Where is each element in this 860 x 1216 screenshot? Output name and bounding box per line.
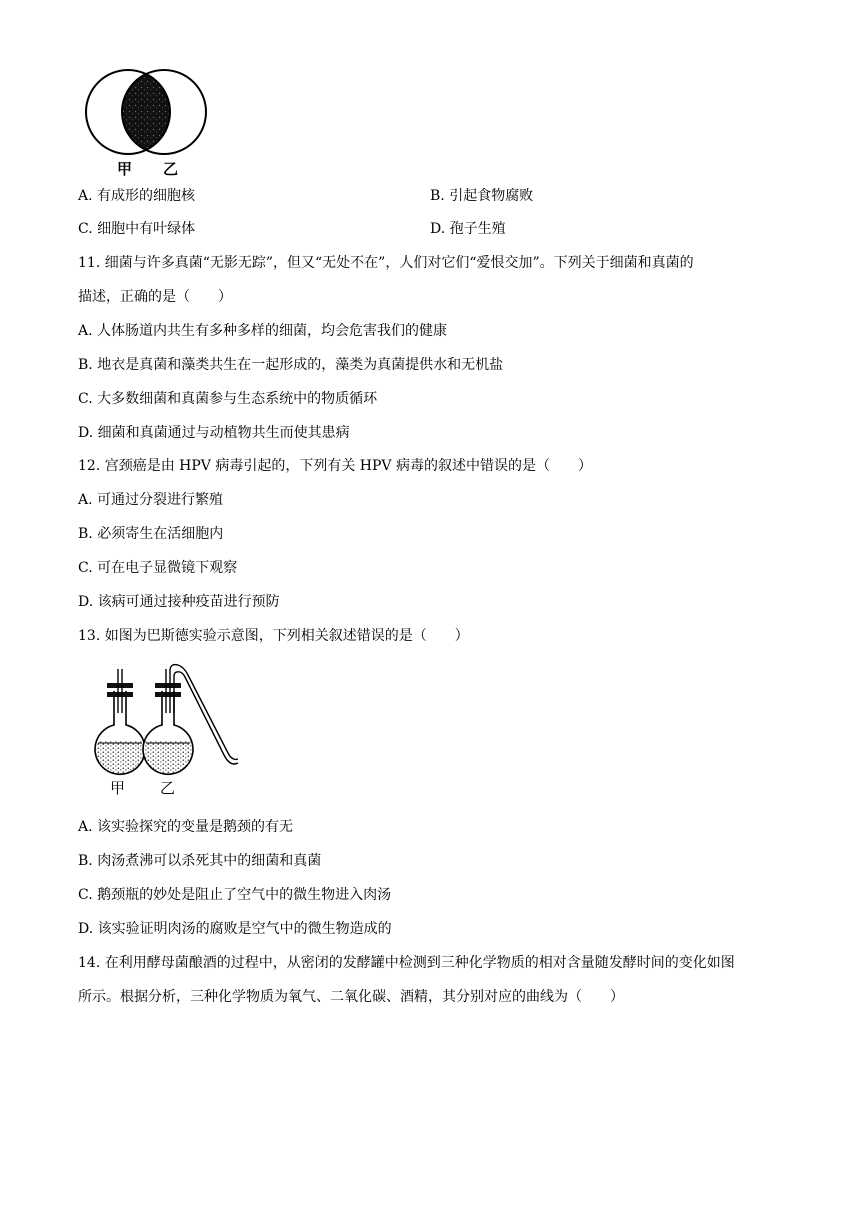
q12-option-a: A. 可通过分裂进行繁殖 <box>78 492 224 508</box>
q14-stem-line2: 所示。根据分析，三种化学物质为氧气、二氧化碳、酒精，其分别对应的曲线为（ ） <box>78 989 624 1005</box>
q10-option-b: B. 引起食物腐败 <box>430 188 534 204</box>
pasteur-flask-diagram <box>92 655 242 801</box>
q12-option-b: B. 必须寄生在活细胞内 <box>78 526 224 542</box>
q10-option-c: C. 细胞中有叶绿体 <box>78 221 196 237</box>
flask-jia <box>92 669 152 781</box>
venn-diagram <box>80 68 212 180</box>
q11-stem-line1: 11. 细菌与许多真菌“无影无踪”，但又“无处不在”，人们对它们“爱恨交加”。下列关于细菌和真菌的 <box>78 255 694 271</box>
flask-label-yi: 乙 <box>160 779 176 797</box>
q10-option-a: A. 有成形的细胞核 <box>78 188 196 204</box>
q13-option-a: A. 该实验探究的变量是鹅颈的有无 <box>78 819 294 835</box>
venn-label-yi: 乙 <box>163 160 179 178</box>
q11-option-a: A. 人体肠道内共生有多种多样的细菌，均会危害我们的健康 <box>78 323 448 339</box>
q13-option-d: D. 该实验证明肉汤的腐败是空气中的微生物造成的 <box>78 921 392 937</box>
q14-stem-line1: 14. 在利用酵母菌酿酒的过程中，从密闭的发酵罐中检测到三种化学物质的相对含量随发酵时间的变化如图 <box>78 955 735 971</box>
flask-label-jia: 甲 <box>110 779 126 797</box>
q11-option-b: B. 地衣是真菌和藻类共生在一起形成的，藻类为真菌提供水和无机盐 <box>78 357 504 373</box>
q10-option-d: D. 孢子生殖 <box>430 221 506 237</box>
q12-option-c: C. 可在电子显微镜下观察 <box>78 560 238 576</box>
q13-stem: 13. 如图为巴斯德实验示意图，下列相关叙述错误的是（ ） <box>78 628 469 644</box>
q12-option-d: D. 该病可通过接种疫苗进行预防 <box>78 594 280 610</box>
q11-stem-line2: 描述，正确的是（ ） <box>78 289 232 305</box>
q11-option-d: D. 细菌和真菌通过与动植物共生而使其患病 <box>78 425 350 441</box>
venn-label-jia: 甲 <box>117 160 133 178</box>
q13-option-c: C. 鹅颈瓶的妙处是阻止了空气中的微生物进入肉汤 <box>78 887 392 903</box>
flask-yi <box>140 665 238 781</box>
q12-stem: 12. 宫颈癌是由 HPV 病毒引起的，下列有关 HPV 病毒的叙述中错误的是（ ） <box>78 458 592 474</box>
q13-option-b: B. 肉汤煮沸可以杀死其中的细菌和真菌 <box>78 853 322 869</box>
q11-option-c: C. 大多数细菌和真菌参与生态系统中的物质循环 <box>78 391 378 407</box>
